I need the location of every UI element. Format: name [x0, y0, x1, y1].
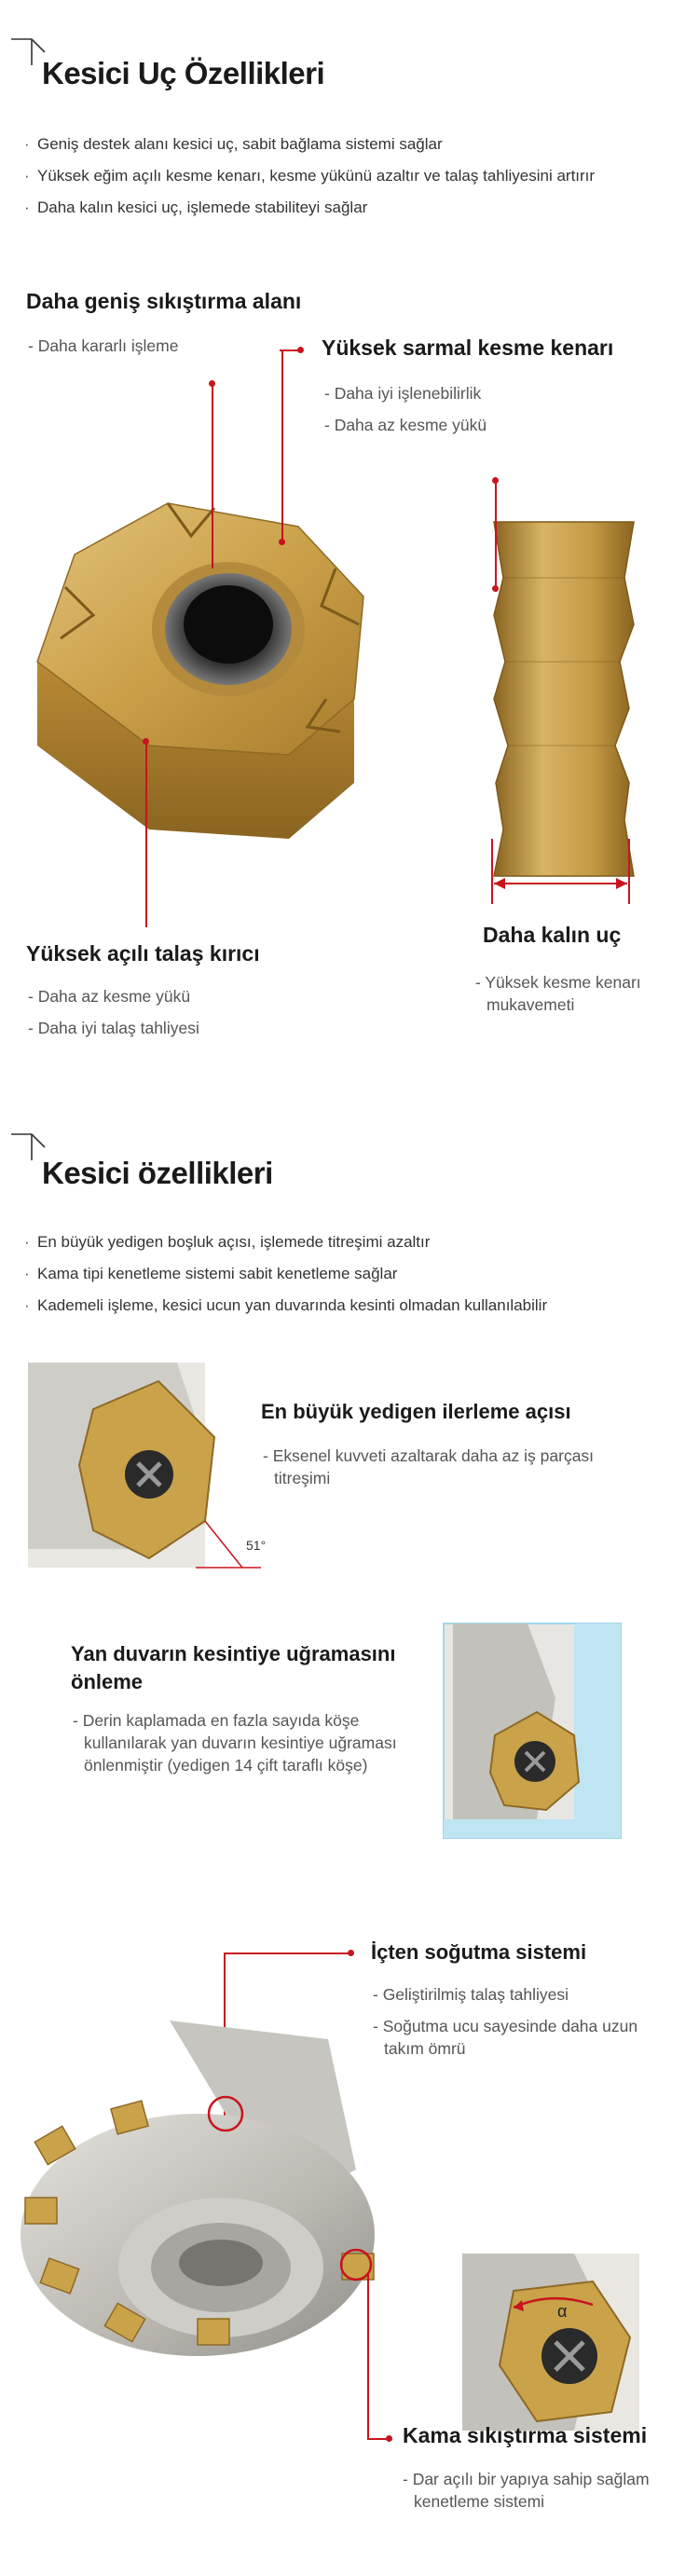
callout-leader-line	[145, 741, 147, 927]
list-item: · En büyük yedigen boşluk açısı, işlemede titreşimi azaltır	[24, 1226, 547, 1258]
feature-item: titreşimi	[274, 1469, 331, 1487]
list-item: · Daha kalın kesici uç, işlemede stabiliteyi sağlar	[24, 192, 595, 224]
callout-dot	[492, 585, 499, 592]
callout-leader-line	[224, 1953, 350, 1954]
side-wall-image	[444, 1624, 621, 1838]
callout-item: - Daha iyi işlenebilirlik	[324, 384, 482, 403]
list-item: · Kademeli işleme, kesici ucun yan duvarında kesinti olmadan kullanılabilir	[24, 1290, 547, 1322]
heptagon-insert-image	[28, 485, 401, 820]
feature-item: kullanılarak yan duvarın kesintiye uğraması	[84, 1733, 397, 1752]
angle-label: 51°	[246, 1538, 267, 1553]
feature-title-side-wall: Yan duvarın kesintiye uğramasını	[71, 1642, 396, 1665]
feature-item: - Derin kaplamada en fazla sayıda köşe	[73, 1711, 360, 1730]
list-item: · Kama tipi kenetleme sistemi sabit kenetleme sağlar	[24, 1258, 547, 1290]
feature-item: - Dar açılı bir yapıya sahip sağlam	[403, 2470, 650, 2488]
feature-title-side-wall-line2: önleme	[71, 1670, 144, 1693]
callout-title-chip-breaker: Yüksek açılı talaş kırıcı	[26, 941, 260, 966]
list-item: · Yüksek eğim açılı kesme kenarı, kesme yükünü azaltır ve talaş tahliyesini artırır	[24, 160, 595, 192]
wedge-clamp-image	[462, 2254, 639, 2431]
feature-item: takım ömrü	[384, 2039, 466, 2058]
feature-item: - Geliştirilmiş talaş tahliyesi	[373, 1985, 569, 2004]
feature-item: - Eksenel kuvveti azaltarak daha az iş parçası	[263, 1446, 595, 1465]
callout-title-thicker-insert: Daha kalın uç	[483, 923, 622, 947]
callout-item: - Yüksek kesme kenarı	[475, 973, 641, 992]
section-title: Kesici Uç Özellikleri	[42, 56, 325, 90]
feature-bullet-list	[24, 129, 595, 224]
callout-item: mukavemeti	[487, 995, 575, 1014]
feature-item: önlenmiştir (yedigen 14 çift taraflı köşe)	[84, 1756, 368, 1774]
list-item: · Geniş destek alanı kesici uç, sabit bağlama sistemi sağlar	[24, 129, 595, 160]
insert-side-profile-image	[475, 466, 643, 895]
callout-leader-line	[212, 382, 213, 569]
callout-leader-line	[367, 2438, 388, 2440]
callout-leader-line	[495, 480, 497, 592]
feature-item: kenetleme sistemi	[414, 2492, 545, 2511]
wedge-angle-label: α	[557, 2302, 568, 2321]
feature-bullet-list	[24, 1226, 547, 1322]
callout-dot	[386, 2435, 392, 2442]
callout-leader-line	[367, 2274, 369, 2440]
callout-item: - Daha az kesme yükü	[324, 416, 487, 434]
feature-title-coolant: İçten soğutma sistemi	[371, 1940, 587, 1964]
section-title: Kesici özellikleri	[42, 1156, 273, 1190]
lead-angle-image	[28, 1363, 270, 1577]
callout-item: - Daha iyi talaş tahliyesi	[28, 1019, 199, 1037]
feature-item: - Soğutma ucu sayesinde daha uzun	[373, 2017, 638, 2035]
face-mill-cutter-image	[21, 2021, 393, 2356]
callout-title-helical-edge: Yüksek sarmal kesme kenarı	[322, 336, 614, 360]
callout-item: - Daha az kesme yükü	[28, 987, 191, 1006]
feature-title-wedge: Kama sıkıştırma sistemi	[403, 2423, 648, 2447]
feature-title-lead-angle: En büyük yedigen ilerleme açısı	[261, 1400, 571, 1423]
thickness-dimension-arrow	[485, 839, 671, 913]
callout-leader-line	[281, 349, 283, 541]
callout-title-wide-clamp: Daha geniş sıkıştırma alanı	[26, 289, 302, 313]
callout-item: - Daha kararlı işleme	[28, 336, 179, 355]
